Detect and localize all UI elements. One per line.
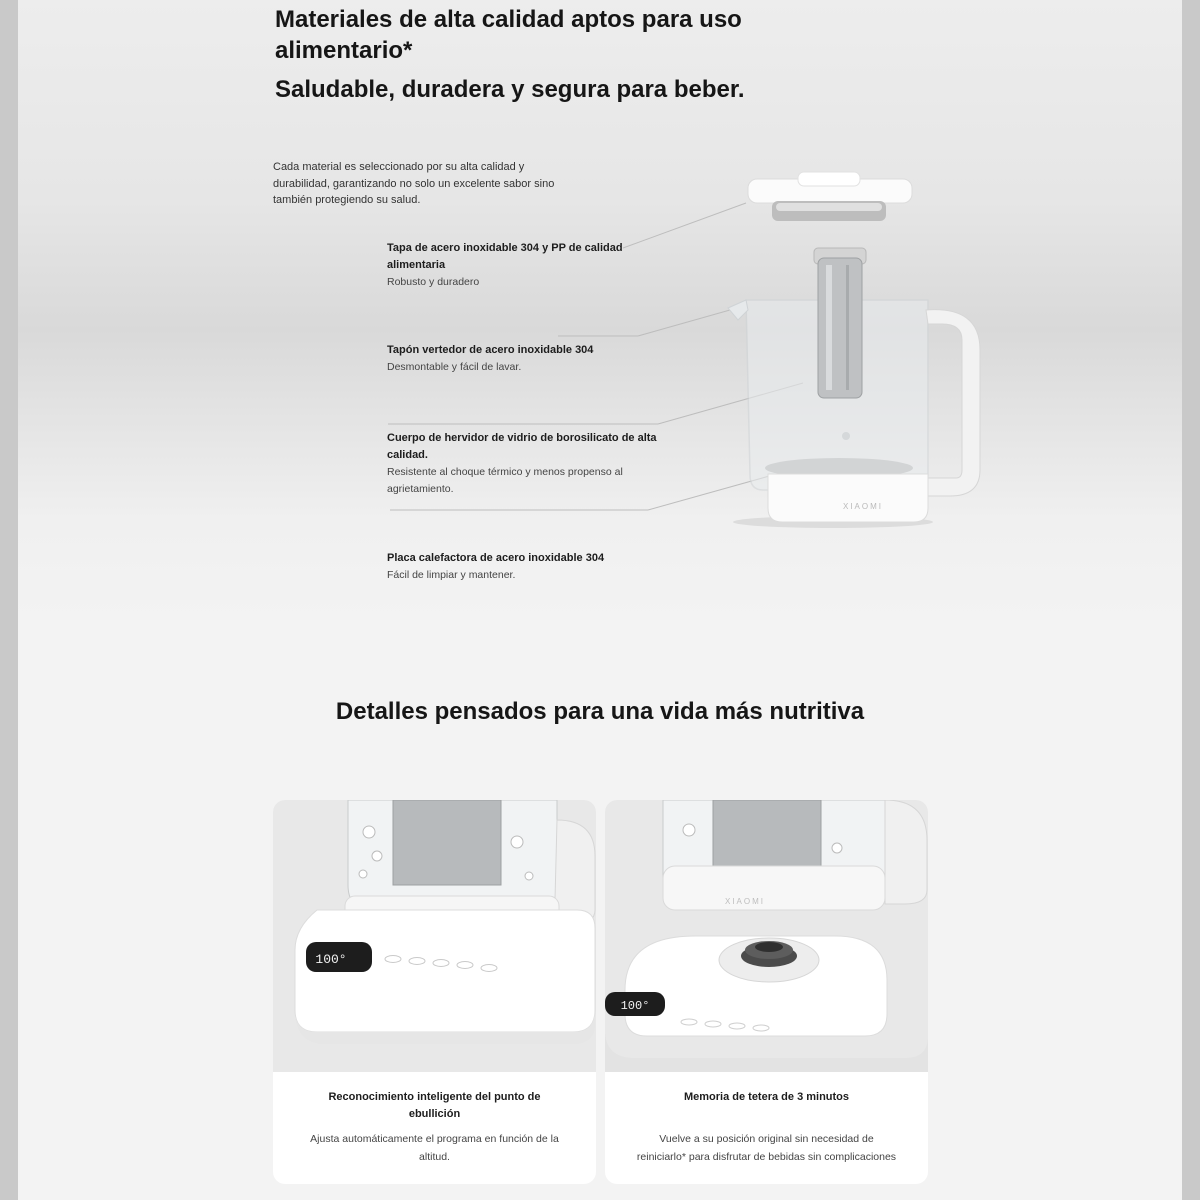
- kettle-control-panel-photo: [273, 800, 596, 1072]
- intro-paragraph: Cada material es seleccionado por su alta calidad y durabilidad, garantizando no solo un excelente sabor sino también protegiendo su salud.: [273, 161, 555, 206]
- spec-plate-title: Placa calefactora de acero inoxidable 304: [387, 552, 605, 564]
- card-1-desc: Ajusta automáticamente el programa en función de la altitud.: [310, 1133, 559, 1163]
- feature-card-boiling-point: [273, 800, 596, 1184]
- leader-line-spout-b: [638, 310, 730, 336]
- card-1-title: Reconocimiento inteligente del punto de ebullición: [328, 1091, 541, 1120]
- spec-plate: [387, 550, 657, 584]
- spec-spout-title: Tapón vertedor de acero inoxidable 304: [387, 344, 594, 356]
- card-2-display: 100°: [620, 999, 650, 1013]
- spec-body-desc: Resistente al choque térmico y menos propenso al agrietamiento.: [387, 466, 623, 495]
- spec-lid-title: Tapa de acero inoxidable 304 y PP de calidad alimentaria: [387, 242, 623, 271]
- page: [18, 0, 1182, 1200]
- headline-healthy: Saludable, duradera y segura para beber.: [275, 76, 745, 103]
- card-1-display: 100°: [315, 952, 347, 967]
- spec-body-title: Cuerpo de hervidor de vidrio de borosilicato de alta calidad.: [387, 432, 657, 461]
- kettle-illustration: [718, 170, 988, 530]
- kettle-base: [768, 474, 928, 522]
- headline-materials: Materiales de alta calidad aptos para uso alimentario*: [275, 6, 742, 64]
- spec-spout: [387, 342, 657, 376]
- spec-lid-desc: Robusto y duradero: [387, 276, 480, 288]
- spec-spout-desc: Desmontable y fácil de lavar.: [387, 361, 522, 373]
- card-2-desc: Vuelve a su posición original sin necesidad de reiniciarlo* para disfrutar de bebidas sin complicaciones: [636, 1133, 897, 1163]
- feature-card-keep-memory: [605, 800, 928, 1184]
- spec-body: [387, 430, 657, 498]
- spec-lid: [387, 240, 657, 291]
- section-title: Detalles pensados para una vida más nutritiva: [335, 698, 865, 725]
- card-2-title: Memoria de tetera de 3 minutos: [683, 1091, 850, 1103]
- kettle-lid: [748, 172, 912, 221]
- leader-lines: [18, 0, 1182, 620]
- spec-plate-desc: Fácil de limpiar y mantener.: [387, 569, 516, 581]
- card-2-logo: XIAOMI: [725, 897, 766, 906]
- kettle-base-photo: [605, 800, 928, 1072]
- kettle-logo: XIAOMI: [842, 502, 884, 511]
- kettle-infuser: [814, 248, 866, 398]
